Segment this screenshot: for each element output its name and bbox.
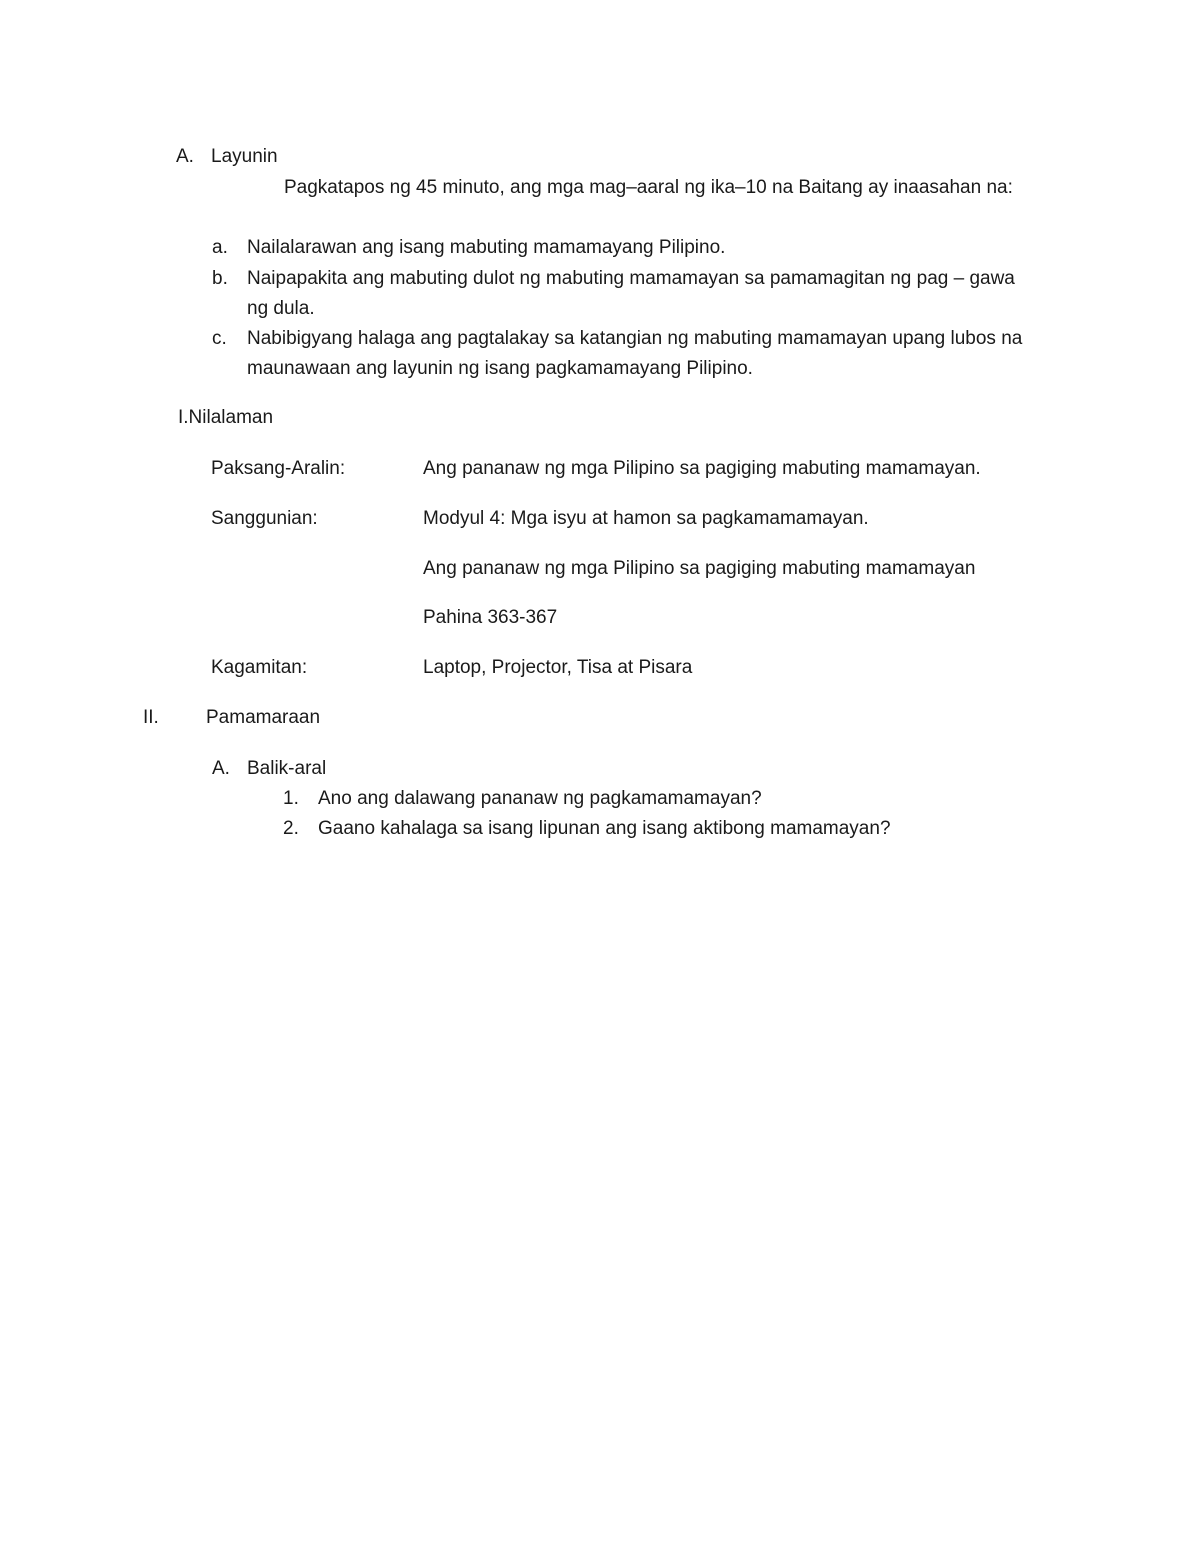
objective-c-marker: c. [212, 328, 227, 349]
objective-a-text: Nailalarawan ang isang mabuting mamamayang Pilipino. [247, 237, 726, 258]
layunin-marker: A. [176, 146, 194, 167]
balik-aral-marker: A. [212, 758, 230, 779]
pamamaraan-marker: II. [143, 707, 159, 728]
objective-b-text-line2: ng dula. [247, 298, 315, 319]
nilalaman-heading: I.Nilalaman [178, 407, 274, 428]
question-1-marker: 1. [283, 788, 299, 809]
sanggunian-label: Sanggunian: [211, 508, 318, 529]
question-2-text: Gaano kahalaga sa isang lipunan ang isang aktibong mamamayan? [318, 818, 891, 839]
objective-c-text-line2: maunawaan ang layunin ng isang pagkamamayang Pilipino. [247, 358, 753, 379]
kagamitan-label: Kagamitan: [211, 657, 308, 678]
sanggunian-line-2: Ang pananaw ng mga Pilipino sa pagiging mabuting mamamayan [423, 558, 976, 579]
pamamaraan-heading: Pamamaraan [206, 707, 321, 728]
objective-c-text-line1: Nabibigyang halaga ang pagtalakay sa katangian ng mabuting mamamayan upang lubos na [247, 328, 1023, 349]
paksa-label: Paksang-Aralin: [211, 458, 346, 479]
kagamitan-value: Laptop, Projector, Tisa at Pisara [423, 657, 693, 678]
objective-b-marker: b. [212, 268, 228, 289]
paksa-value: Ang pananaw ng mga Pilipino sa pagiging mabuting mamamayan. [423, 458, 981, 479]
sanggunian-line-3: Pahina 363-367 [423, 607, 558, 628]
layunin-intro: Pagkatapos ng 45 minuto, ang mga mag–aaral ng ika–10 na Baitang ay inaasahan na: [284, 177, 1013, 198]
objective-a-marker: a. [212, 237, 228, 258]
question-2-marker: 2. [283, 818, 299, 839]
question-1-text: Ano ang dalawang pananaw ng pagkamamamayan? [318, 788, 762, 809]
objective-b-text-line1: Naipapakita ang mabuting dulot ng mabuting mamamayan sa pamamagitan ng pag – gawa [247, 268, 1015, 289]
sanggunian-line-1: Modyul 4: Mga isyu at hamon sa pagkamamamayan. [423, 508, 869, 529]
balik-aral-title: Balik-aral [247, 758, 327, 779]
layunin-title: Layunin [211, 146, 278, 167]
